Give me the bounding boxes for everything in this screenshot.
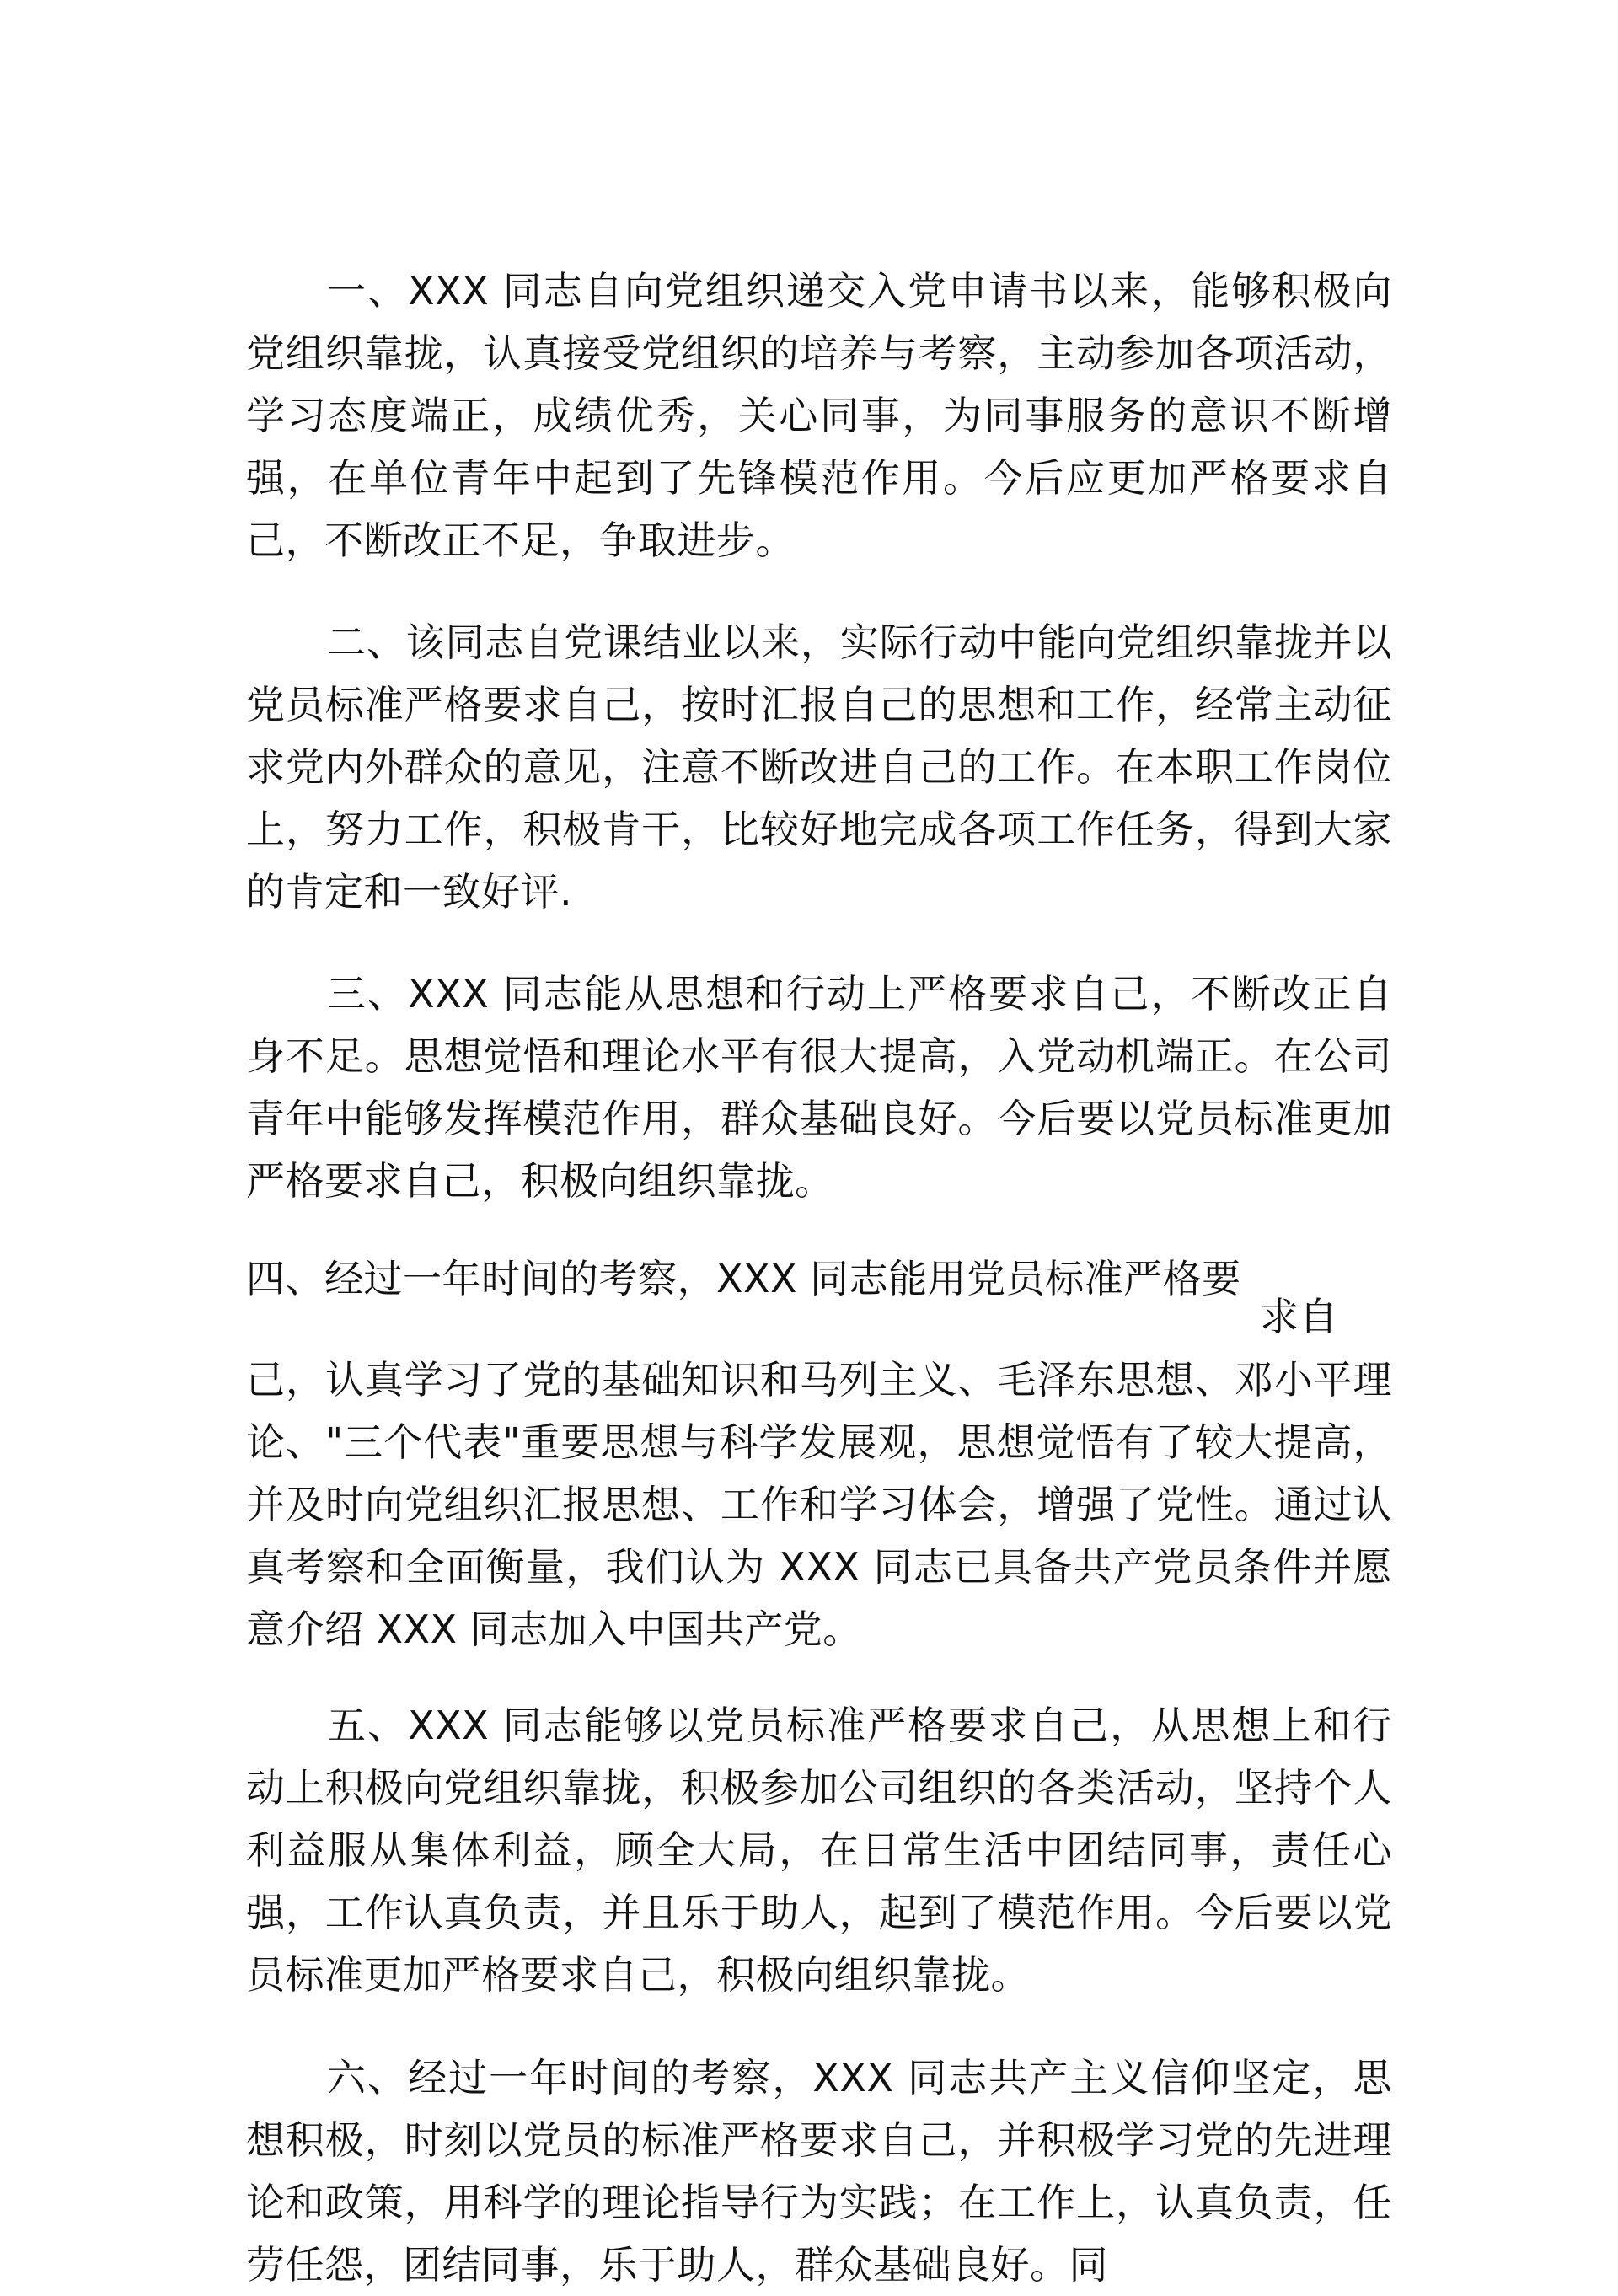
paragraph-four-first-line: 四、经过一年时间的考察，XXX 同志能用党员标准严格要 (246, 1256, 1241, 1301)
paragraph-two: 二、该同志自党课结业以来，实际行动中能向党组织靠拢并以党员标准严格要求自己，按时汇报自己的思想和工作，经常主动征求党内外群众的意见，注意不断改进自己的工作。在本职工作岗位上，努力工作，积极肯干，比较好地完成各项工作任务，得到大家的肯定和一致好评. (246, 620, 1392, 915)
paragraph-four-body: 己，认真学习了党的基础知识和马列主义、毛泽东思想、邓小平理论、"三个代表"重要思想与科学发展观，思想觉悟有了较大提高，并及时向党组织汇报思想、工作和学习体会，增强了党性。通过认真考察和全面衡量，我们认为 XXX 同志已具备共产党员条件并愿意介绍 XXX 同志加入中国共产党。 (246, 1357, 1392, 1652)
paragraph-four-fragment: 求自 (1260, 1294, 1338, 1339)
paragraph-one: 一、XXX 同志自向党组织递交入党申请书以来，能够积极向党组织靠拢，认真接受党组织的培养与考察，主动参加各项活动，学习态度端正，成绩优秀，关心同事，为同事服务的意识不断增强，在单位青年中起到了先锋模范作用。今后应更加严格要求自己，不断改正不足，争取进步。 (246, 268, 1392, 563)
paragraph-three: 三、XXX 同志能从思想和行动上严格要求自己，不断改正自身不足。思想觉悟和理论水平有很大提高，入党动机端正。在公司青年中能够发挥模范作用，群众基础良好。今后要以党员标准更加严格要求自己，积极向组织靠拢。 (246, 971, 1392, 1204)
paragraph-five: 五、XXX 同志能够以党员标准严格要求自己，从思想上和行动上积极向党组织靠拢，积极参加公司组织的各类活动，坚持个人利益服从集体利益，顾全大局，在日常生活中团结同事，责任心强，工作认真负责，并且乐于助人，起到了模范作用。今后要以党员标准更加严格要求自己，积极向组织靠拢。 (246, 1703, 1392, 1998)
paragraph-six: 六、经过一年时间的考察，XXX 同志共产主义信仰坚定，思想积极，时刻以党员的标准严格要求自己，并积极学习党的先进理论和政策，用科学的理论指导行为实践；在工作上，认真负责，任劳任怨，团结同事，乐于助人，群众基础良好。同 (246, 2055, 1392, 2288)
